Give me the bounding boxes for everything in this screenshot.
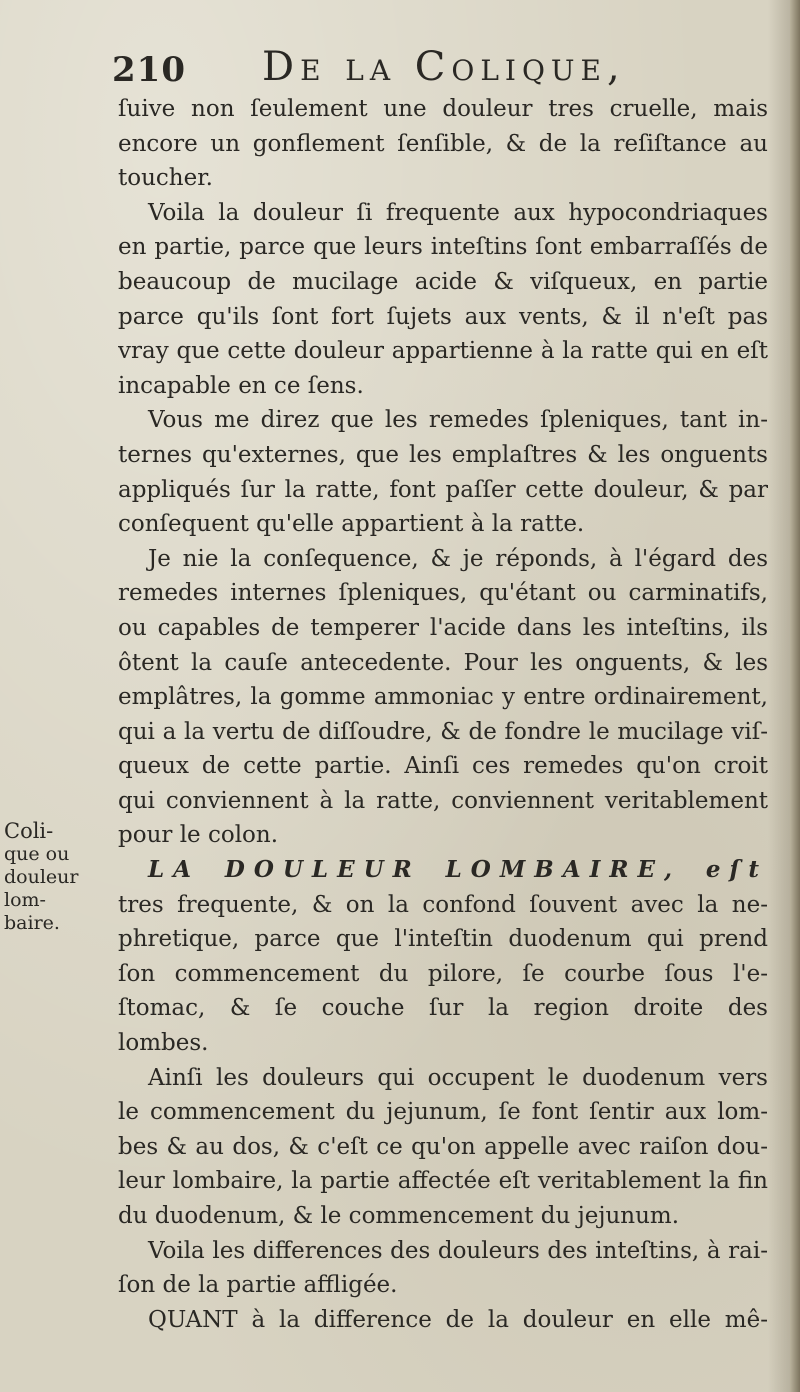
text-line: Voila la douleur ſi frequente aux hypocondriaques bbox=[148, 199, 768, 226]
text-line: Voila les differences des douleurs des inteſtins, à rai- bbox=[148, 1237, 768, 1264]
text-line: qui a la vertu de diſſoudre, & de fondre le mucilage viſ- bbox=[118, 718, 768, 745]
text-line: lombes. bbox=[118, 1030, 209, 1057]
margin-note-line: baire. bbox=[4, 912, 60, 934]
margin-note bbox=[4, 820, 104, 935]
text-line: ſon de la partie affligée. bbox=[118, 1272, 398, 1299]
text-line: parce qu'ils ſont fort ſujets aux vents, & il n'eſt pas bbox=[118, 303, 768, 330]
text-line: remedes internes ſpleniques, qu'étant ou carminatifs, bbox=[118, 580, 768, 607]
text-line: incapable en ce ſens. bbox=[118, 372, 364, 399]
text-line: vray que cette douleur appartienne à la ratte qui en eſt bbox=[118, 338, 768, 365]
text-line: leur lombaire, la partie affectée eſt veritablement la fin bbox=[118, 1168, 768, 1195]
text-line: beaucoup de mucilage acide & viſqueux, en partie bbox=[118, 268, 768, 295]
text-line: Je nie la conſequence, & je réponds, à l'égard des bbox=[148, 545, 768, 572]
text-line: le commencement du jejunum, ſe font ſentir aux lom- bbox=[118, 1099, 768, 1126]
running-title: De la Colique, bbox=[262, 44, 626, 90]
margin-note-line: douleur bbox=[4, 866, 79, 888]
text-line: ſuive non ſeulement une douleur tres cruelle, mais bbox=[118, 96, 768, 122]
text-line: appliqués ſur la ratte, font paſſer cette douleur, & par bbox=[118, 476, 768, 503]
page-number: 210 bbox=[112, 50, 186, 90]
page-header bbox=[112, 44, 792, 94]
text-line: ſon commencement du pilore, ſe courbe ſous l'e- bbox=[118, 960, 768, 987]
text-line: phretique, parce que l'inteſtin duodenum qui prend bbox=[118, 926, 768, 953]
text-line: emplâtres, la gomme ammoniac y entre ordinairement, bbox=[118, 684, 768, 711]
text-line: LA DOULEUR LOMBAIRE, eſt bbox=[148, 856, 768, 884]
text-line: du duodenum, & le commencement du jejunum. bbox=[118, 1203, 680, 1229]
body-text bbox=[118, 92, 768, 1337]
text-line: bes & au dos, & c'eſt ce qu'on appelle avec raiſon dou- bbox=[118, 1133, 768, 1160]
text-line: conſequent qu'elle appartient à la ratte. bbox=[118, 511, 585, 538]
text-line: queux de cette partie. Ainſi ces remedes qu'on croit bbox=[118, 753, 768, 780]
text-line: toucher. bbox=[118, 165, 213, 192]
text-line: ternes qu'externes, que les emplaſtres & les onguents bbox=[118, 441, 768, 468]
text-line: encore un gonflement ſenſible, & de la reſiſtance au bbox=[118, 130, 768, 157]
page-edge bbox=[790, 0, 800, 1392]
text-line: ou capables de temperer l'acide dans les inteſtins, ils bbox=[118, 614, 768, 641]
text-line: QUANT à la difference de la douleur en elle mê- bbox=[148, 1306, 768, 1333]
margin-note-line: Coli- bbox=[4, 820, 54, 843]
text-line: tres frequente, & on la confond ſouvent avec la ne- bbox=[118, 891, 768, 918]
text-line: Ainſi les douleurs qui occupent le duodenum vers bbox=[148, 1064, 768, 1091]
text-line: ſtomac, & ſe couche ſur la region droite des bbox=[118, 995, 768, 1022]
text-line: qui conviennent à la ratte, conviennent veritablement bbox=[118, 787, 768, 814]
text-line: Vous me direz que les remedes ſpleniques, tant in- bbox=[148, 407, 768, 434]
text-line: en partie, parce que leurs inteſtins ſont embarraſſés de bbox=[118, 234, 768, 261]
margin-note-line: que ou bbox=[4, 843, 70, 865]
margin-note-line: lom- bbox=[4, 889, 46, 911]
text-line: ôtent la cauſe antecedente. Pour les onguents, & les bbox=[118, 649, 768, 676]
text-line: pour le colon. bbox=[118, 822, 279, 849]
